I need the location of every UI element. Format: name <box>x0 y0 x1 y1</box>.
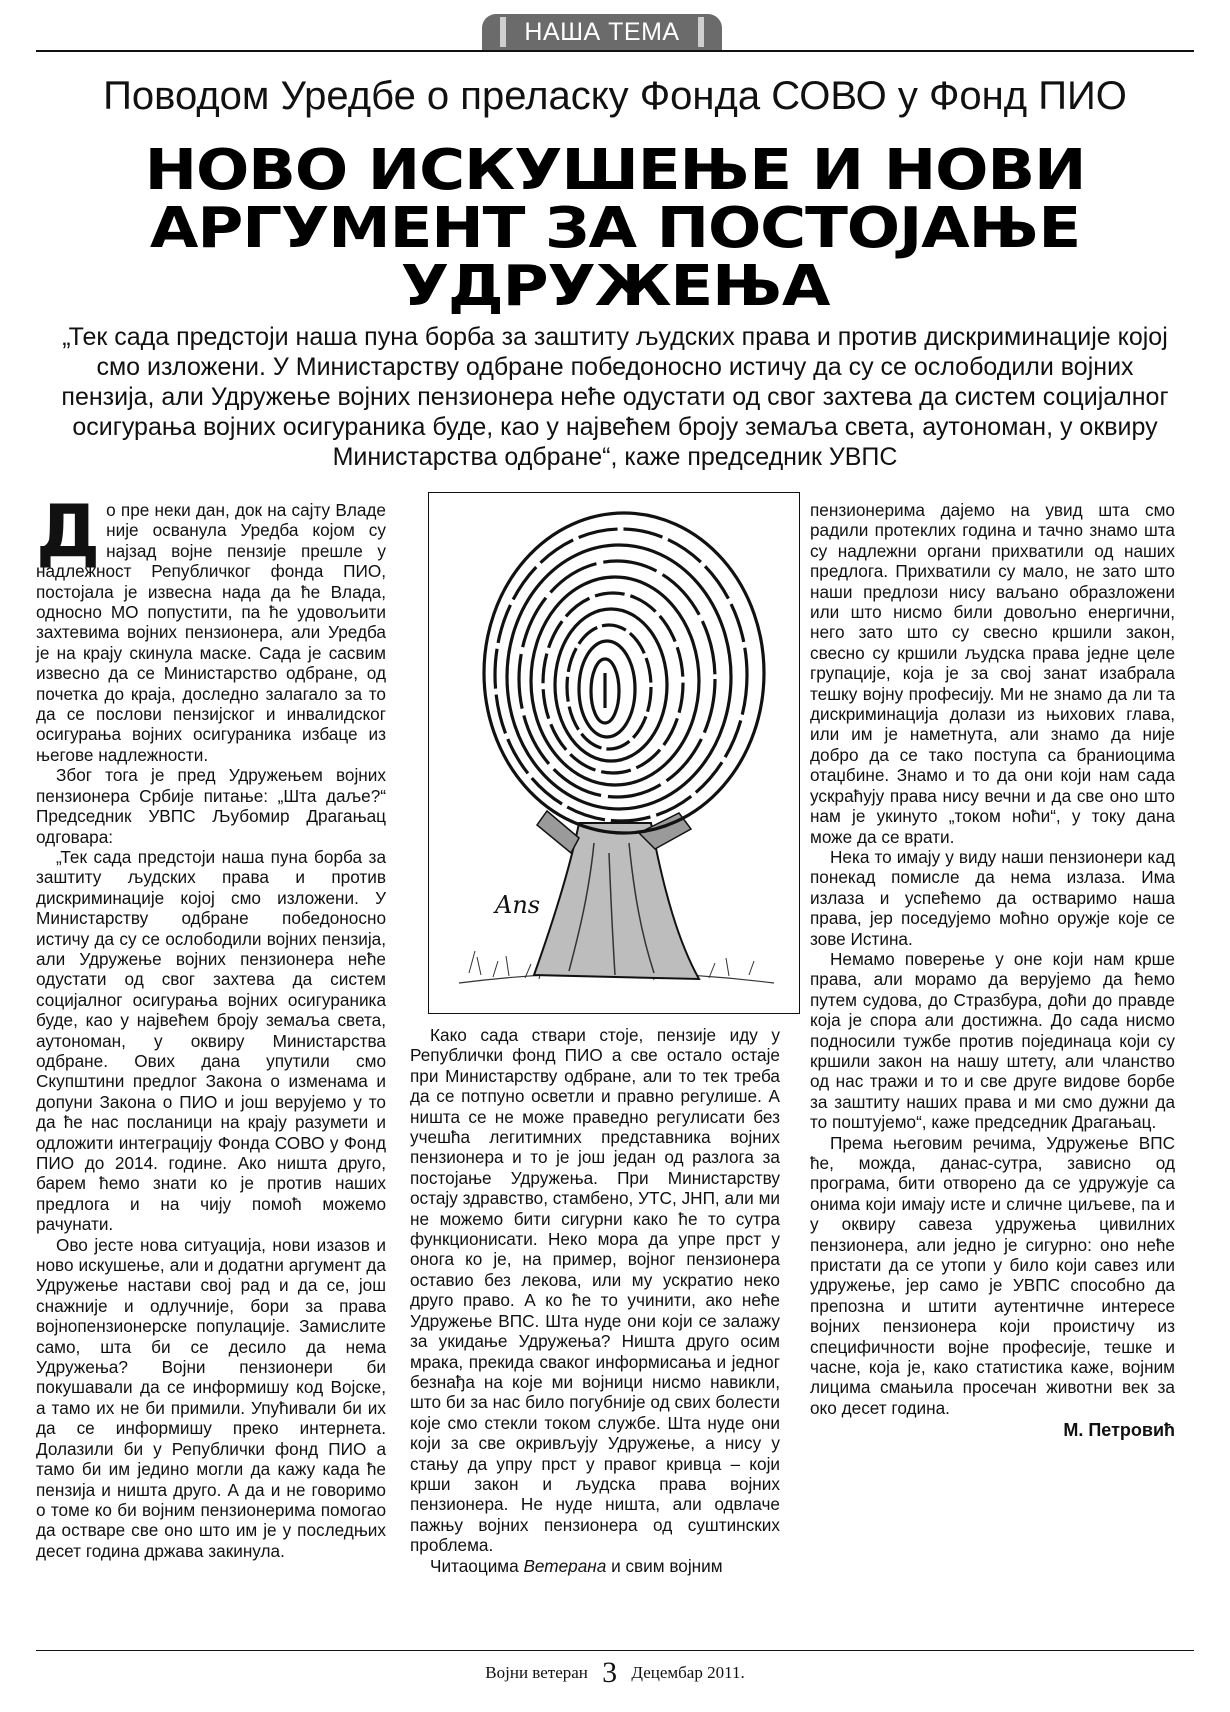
artist-signature: Ans <box>495 891 541 919</box>
article-subtitle: Поводом Уредбе о преласку Фонда СОВО у Фонд ПИО <box>103 74 1127 118</box>
paragraph-text: и свим војним <box>606 1555 723 1576</box>
drop-cap: Д <box>36 489 101 573</box>
paragraph: „Тек сада предстоји наша пуна борба за заштиту људских права и против дискриминације којој смо изложени. У Министарству одбране победоносно истичу да су се ослободили војних пензија, али Удружење војних пензионера неће одустати од свог захтева да систем социјалног осигурања војних осигураника буде, као у највећем броју земаља света, аутономан, у оквиру Министарства одбране. Ових дана упутили смо Скупштини предлог Закона о изменама и допуни Закона о ПИО и још верујемо у то да ће нас посланици на крају разумети и одложити интеграцију Фонда СОВО у Фонд ПИО до 2014. године. Ако ништа друго, барем ћемо знати ко је против наших предлога и на чију помоћ можемо рачунати. <box>36 846 386 1235</box>
article-lead: „Тек сада предстоји наша пуна борба за заштиту људских права и против дискриминације којој смо изложени. У Министарству одбране победоносно истичу да су се ослободили војних пензија, али Удружење војних пензионера неће одустати од свог захтева да систем социјалног осигурања војних осигураника буде, као у највећем броју земаља света, аутономан, у оквиру Министарства одбране“, каже председник УВПС <box>61 323 1169 471</box>
paragraph: Нека то имају у виду наши пензионери кад понекад помисле да нема излаза. Има излаза и успећемо да остваримо наша права, јер поседујемо моћно оружје које се зове Истина. <box>810 846 1175 949</box>
fingerprint-tree-icon <box>429 493 799 1013</box>
paragraph-text: о пре неки дан, док на сајту Владе није осванула Уредба којом су најзад војне пензије прешле у надлежност Републичког фонда ПИО, постојала је извесна нада да ће Влада, односно МО попустити, па ће удовољити захтевима војних пензионера, али Уредба је на крају скинула маске. Сада је сасвим извесно да се Министарство одбране, од почетка до краја, доследно залагало за то да се послови пензијског и инвалидског осигурања војних осигураника избаце из његове надлежности. <box>36 500 386 765</box>
issue-date: Децембар 2011. <box>631 1663 745 1682</box>
paragraph <box>410 1556 780 1576</box>
page-number: 3 <box>602 1656 618 1689</box>
section-tab <box>482 14 722 50</box>
article-column-1 <box>36 489 386 1561</box>
paragraph: Због тога је пред Удружењем војних пензионера Србије питање: „Шта даље?“ Председник УВПС Љубомир Драгањац одговара: <box>36 765 386 847</box>
paragraph: Немамо поверење у оне који нам крше права, али морамо да верујемо да ћемо путем судова, до Стразбура, доћи до правде која је спора али достижна. До сада нисмо подносили тужбе против појединаца који су кршили закон на нашу штету, али чланство од нас тражи и то и све друге видове борбе за заштиту наших права и ми смо дужни да то поштујемо“, каже председник Драгањац. <box>810 948 1175 1133</box>
article-column-2 <box>410 1025 780 1576</box>
section-label: НАША ТЕМА <box>500 17 703 47</box>
fingerprint-tree-illustration <box>428 492 800 1014</box>
author-signature: М. Петровић <box>1063 1420 1175 1441</box>
paragraph-text: Читаоцима <box>430 1555 524 1576</box>
article-column-3 <box>810 500 1175 1441</box>
paragraph: Ово јесте нова ситуација, нови изазов и ново искушење, али и додатни аргумент да Удружење настави свој рад и да се, још снажније и одлучније, бори за права војнопензионерске популације. Замислите само, шта би се десило да нема Удружења? Војни пензионери би покушавали да се информишу код Војске, а тамо их не би примили. Упућивали би их да се информишу преко интернета. Долазили би у Републички фонд ПИО а тамо би им једино могли да кажу када ће пензија и ништа друго. А да и не говоримо о томе ко би војним пензионерима помогао да остваре све оно што им је у последњих десет година држава закинула. <box>36 1234 386 1561</box>
top-rule <box>36 50 1194 52</box>
paragraph: Према његовим речима, Удружење ВПС ће, можда, данас-сутра, зависно од програма, бити отворено да се удружује са онима који имају исте и сличне циљеве, па и у оквиру савеза удружења цивилних пензионера, али једно је сигурно: оно неће пристати да се утопи у било који савез или удружење, јер само је УВПС способно да препозна и штити аутентичне интересе војних пензионера који проистичу из специфичности војне професије, тешке и часне, која је, како статистика каже, војним лицима смањила просечан животни век за око десет година. <box>810 1132 1175 1418</box>
paragraph <box>36 489 386 765</box>
paragraph: Како сада ствари стоје, пензије иду у Републички фонд ПИО а све остало остаје при Министарству одбране, али то тек треба да се потпуно осветли и правно регулише. А ништа се не може праведно регулисати без учешћа легитимних представника војних пензионера и то је још један од разлога за постојање Удружења. При Министарству остају здравство, стамбено, УТС, ЈНП, али ми не можемо бити сигурни како ће то сутра функционисати. Неко мора да упре прст у онога ко је, на пример, војног пензионера оставио без лекова, или му ускратио неко друго право. А ко ће то учинити, ако неће Удружење ВПС. Шта нуде они који се залажу за укидање Удружења? Ништа друго осим мрака, прекида сваког информисања и једног безнађа на које ми војници нисмо навикли, што би за нас било погубније од свих болести које смо стекли током службе. Шта нуде они који за све окривљују Удружење, а нису у стању да упру прст у правог кривца – који крши закон и људска права војних пензионера. Не нуде ништа, али одвлаче пажњу војних пензионера од суштинских проблема. <box>410 1025 780 1556</box>
paragraph: пензионерима дајемо на увид шта смо радили протеклих година и тачно знамо шта су надлежни органи прихватили од наших предлога. Прихватили су мало, не зато што наши предлози нису ваљано образложени или што нисмо били довољно енергични, него зато што су свесно кршили закон, свесно су кршили људска права једне целе групације, која је за свој занат изабрала тешку војну професију. Ми не знамо да ли та дискриминација долази из њихових глава, или им је наметнута, али знамо да није добро да се тако поступа са браниоцима отаџбине. Знамо и то да они који нам сада ускраћују права нису вечни и да све оно што нам је укинуто „током ноћи“, у току дана може да се врати. <box>810 500 1175 847</box>
publication-title: Војни ветеран <box>485 1663 588 1682</box>
bottom-rule <box>36 1650 1194 1651</box>
article-headline: НОВО ИСКУШЕЊЕ И НОВИ АРГУМЕНТ ЗА ПОСТОЈАЊЕ УДРУЖЕЊА <box>144 138 1086 319</box>
publication-name: Ветерана <box>523 1555 607 1576</box>
page-footer <box>0 1656 1230 1690</box>
